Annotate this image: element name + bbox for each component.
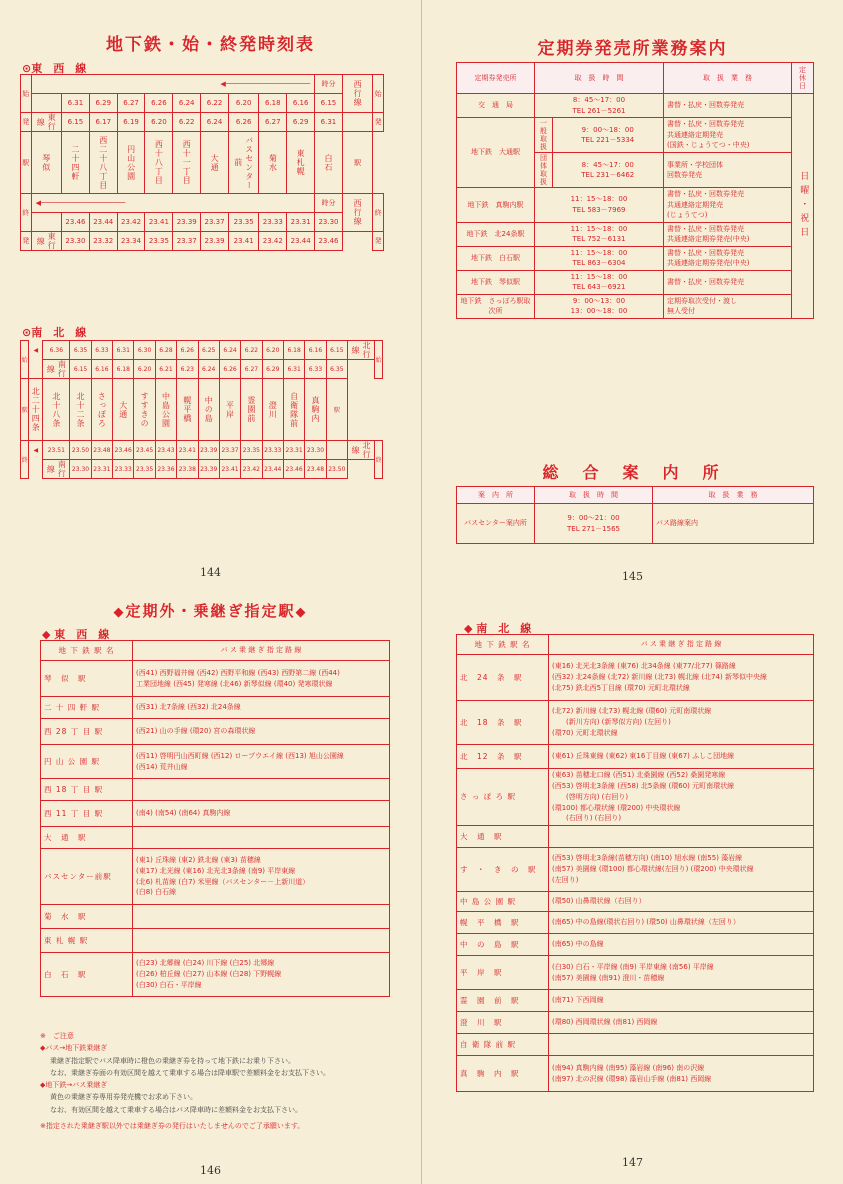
station-name: 大 通 駅	[41, 827, 133, 849]
time-cell: 23.39	[173, 213, 201, 232]
time-cell: 23.44	[262, 460, 283, 479]
station-name: 澄川	[262, 379, 283, 441]
station-name: 自 衛 隊 前 駅	[457, 1034, 549, 1056]
time-cell: 23.42	[259, 232, 287, 251]
last-label: 終	[21, 194, 32, 232]
time-cell: 23.34	[117, 232, 145, 251]
time-cell: 23.31	[287, 213, 315, 232]
nanboku-line-label: ⊙南 北 線	[22, 326, 87, 339]
page-144	[0, 0, 421, 592]
transfer-notes: ※ ご注意 ◆バス→地下鉄乗継ぎ 乗継ぎ指定駅でバス降車時に橙色の乗継ぎ券を持って地下鉄にお乗り下さい。 なお、乗継ぎ券面の有効区間を越えて乗車する場合は降車駅で差額料金をお支払下さい。 ◆地下鉄→バス乗継ぎ 黄色の乗継ぎ券専用券発売機でお求め下さい。 なお、有効区間を越えて乗車する場合はバス降車時に差額料金をお支払下さい。 ※指定された乗継ぎ駅以外では乗継ぎ券の発行はいたしませんのでご了承願います。	[40, 1032, 330, 1130]
station-name: 北 12 条 駅	[457, 745, 549, 769]
time-cell: 6.29	[89, 94, 117, 113]
station-name: 東札幌	[287, 132, 315, 194]
station-name: 二 十 四 軒 駅	[41, 697, 133, 719]
time-cell: 6.20	[228, 94, 258, 113]
time-cell: 23.36	[155, 460, 176, 479]
station-name: 西 11 丁 目 駅	[41, 801, 133, 827]
station-name: 真駒内	[305, 379, 326, 441]
east-label: 東行線	[31, 113, 61, 132]
time-cell: 6.28	[155, 341, 176, 360]
office-name: 地下鉄 北24条駅	[457, 222, 535, 246]
station-name: 霊園前	[241, 379, 262, 441]
time-cell: 23.30	[305, 441, 326, 460]
closed-header: 定休日	[792, 63, 814, 94]
station-name: 中 の 島 駅	[457, 934, 549, 956]
page-title: 定期券発売所業務案内	[537, 39, 728, 59]
page-146	[0, 592, 421, 1184]
station-name: 西 18 丁 目 駅	[41, 779, 133, 801]
time-cell: 23.35	[241, 441, 262, 460]
time-cell: 6.26	[177, 341, 198, 360]
time-cell: 6.35	[326, 360, 347, 379]
nanboku-transfer-table: 地 下 鉄 駅 名 バ ス 乗 継 ぎ 指 定 路 線 北 24 条 駅 (東16) 北光北3条線 (東76) 北34条線 (東77/北77) 篠路線 (西32) 北24条線 (北72) 新川線 (北73) 幌北線 (北74) 新琴似中央線 (北75) 鉄北西5丁目線 (環70) 元町北環状線 北 18 条 駅 (北72) 新川線 (北73) 幌北線 (環60) 元町南環状線 (新川方向) (新琴似方向) (左回り) (環70) 元町北環状線 北 12 条 駅 (東61) 丘珠東線 (東62) 東16丁目線 (東67) ふしこ団地線 さ っ ぽ ろ 駅 (東63) 苗穂北口線 (西51) 北桑園線 (西52) 桑園発寒線 (西53) 啓明北3条線 (西58) 北5条線 (環60) 元町南環状線 (啓明方向) (右回り) (環100) 都心環状線 (環200) 中央環状線 (右回り) (右回り) 大 通 駅 す ・ き の 駅 (西53) 啓明北3条線(苗穂方向) (南10) 旭水線 (南55) 藻岩線 (南57) 美園線 (環100) 都心環状線(左回り) (環200) 中央環状線 (左回り) 中 島 公 園 駅 (環50) 山鼻環状線（右回り） 幌 平 橋 駅 (南65) 中の島線(環状右回り) (環50) 山鼻環状線（左回り） 中 の 島 駅 (南65) 中の島線 平 岸 駅 (白30) 白石・平岸線 (南9) 平岸東線 (南56) 平岸線 (南57) 美園線 (南91) 澄川・苗穂線 霊 園 前 駅 (南71) 下西岡線 澄 川 駅 (環80) 西岡環状線 (南81) 西岡線 自 衛 隊 前 駅 真 駒 内 駅 (南94) 真駒内線 (南95) 藻岩線 (南96) 南の沢線 (南97) 北の沢線 (環98) 藻岩山手線 (南81) 西岡線	[456, 634, 814, 1092]
station-name: 円山公園	[117, 132, 145, 194]
time-cell: 23.44	[89, 213, 117, 232]
time-cell: 6.24	[173, 94, 201, 113]
station-name: 真 駒 内 駅	[457, 1056, 549, 1092]
station-name: 平 岸 駅	[457, 956, 549, 990]
time-cell: 6.22	[201, 94, 229, 113]
time-cell: 23.37	[219, 441, 240, 460]
time-cell: 23.35	[228, 213, 258, 232]
time-cell: 23.37	[201, 213, 229, 232]
station-name: すすきの	[134, 379, 155, 441]
station-name: 西 28 丁 目 駅	[41, 719, 133, 745]
station-name: 北二十四条	[29, 379, 43, 441]
time-cell: 6.27	[259, 113, 287, 132]
station-name: 北十二条	[70, 379, 91, 441]
page-number: 145	[622, 570, 643, 583]
time-cell: 23.39	[198, 460, 219, 479]
station-name: 北 24 条 駅	[457, 655, 549, 701]
station-name: 大通	[113, 379, 134, 441]
station-name: 琴似	[31, 132, 61, 194]
time-cell: 6.16	[305, 341, 326, 360]
office-name: 地下鉄 琴似駅	[457, 270, 535, 294]
office-name: 交 通 局	[457, 94, 535, 118]
page-number: 147	[622, 1156, 643, 1169]
time-cell: 23.46	[315, 232, 343, 251]
station-name: 琴 似 駅	[41, 661, 133, 697]
time-cell: 6.23	[177, 360, 198, 379]
time-cell: 6.26	[219, 360, 240, 379]
station-name: 中島公園	[155, 379, 176, 441]
time-cell: 6.31	[113, 341, 134, 360]
time-cell: 23.41	[228, 232, 258, 251]
office-name: 地下鉄 真駒内駅	[457, 188, 535, 223]
time-cell: 23.46	[113, 441, 134, 460]
time-cell: 6.15	[70, 360, 91, 379]
station-name: 菊水	[259, 132, 287, 194]
time-cell: 23.41	[145, 213, 173, 232]
tozai-transfer-table: 地 下 鉄 駅 名 バ ス 乗 継 ぎ 指 定 路 線 琴 似 駅 (西41) 西野福井線 (西42) 西野平和線 (西43) 西野第二線 (西44) 工業団地線 (西45) 発寒線 (北46) 新琴似線 (環40) 発寒環状線 二 十 四 軒 駅 (西31) 北7条線 (西32) 北24条線 西 28 丁 目 駅 (西21) 山の手線 (環20) 宮の森環状線 円 山 公 園 駅 (西11) 啓明円山西町線 (西12) ロープウエイ線 (西13) 旭山公園線 (西14) 荒井山線 西 18 丁 目 駅 西 11 丁 目 駅 (南4) (南54) (南64) 真駒内線 大 通 駅 バスセンター前駅 (東1) 丘珠線 (東2) 鉄北線 (東3) 苗穂線 (東17) 北光線 (東16) 北光北3条線 (南9) 平岸東線 (北6) 札苗線 (白7) 米里線（バスセンター－上新川道） (白8) 白石線 菊 水 駅 東 札 幌 駅 白 石 駅 (白23) 北郷線 (白24) 川下線 (白25) 北郷線 (白26) 柏丘線 (白27) 山本線 (白28) 下野幌線 (白30) 白石・平岸線	[40, 640, 390, 997]
station-name: 幌平橋	[177, 379, 198, 441]
time-cell: 23.35	[134, 460, 155, 479]
office-name: 地下鉄 白石駅	[457, 246, 535, 270]
time-cell: 6.18	[283, 341, 304, 360]
time-cell: 6.21	[155, 360, 176, 379]
time-cell: 23.45	[134, 441, 155, 460]
station-name: 白 石 駅	[41, 953, 133, 997]
time-cell: 6.31	[283, 360, 304, 379]
time-cell: 23.42	[117, 213, 145, 232]
time-cell: 6.22	[241, 341, 262, 360]
time-cell: 6.27	[241, 360, 262, 379]
time-cell: 23.33	[113, 460, 134, 479]
station-name: 澄 川 駅	[457, 1012, 549, 1034]
time-cell: 23.31	[283, 441, 304, 460]
time-cell: 23.41	[219, 460, 240, 479]
office-name: 地下鉄 大通駅	[457, 118, 535, 188]
time-cell: 23.41	[177, 441, 198, 460]
station-name: 自衛隊前	[283, 379, 304, 441]
time-cell: 23.33	[259, 213, 287, 232]
west-label: 西行線	[342, 75, 372, 113]
commuter-pass-office-table: 定期券発売所 取 扱 時 間 取 扱 業 務 定休日 交 通 局 8：45～17：00 TEL 261－5261 書替・払戻・回数券発売 日曜・祝日 地下鉄 大通駅 一般取扱 9：00～18：00 TEL 221－5334 書替・払戻・回数券発売 共通連絡定期発売 (国鉄・じょうてつ・中央) 団体取扱 8：45～17：00 TEL 231－6462 事業所・学校団体 回数券発売 地下鉄 真駒内駅 11：15～18：00 TEL 583－7969 書替・払戻・回数券発売 共通連絡定期発売 (じょうてつ) 地下鉄 北24条駅 11：15～18：00 TEL 752－6131 書替・払戻・回数券発売 共通連絡定期券発売(中央) 地下鉄 白石駅 11：15～18：00 TEL 863－6304 書替・払戻・回数券発売 共通連絡定期券発売(中央) 地下鉄 琴似駅 11：15～18：00 TEL 643－6921 書替・払戻・回数券発売 地下鉄 さっぽろ駅取次所 9：00～13：00 13：00～18：00 定期券取次受付・渡し 無人受付	[456, 62, 814, 319]
time-cell: 6.31	[62, 94, 90, 113]
time-cell: 6.20	[145, 113, 173, 132]
station-name: 霊 園 前 駅	[457, 990, 549, 1012]
time-cell: 6.18	[113, 360, 134, 379]
time-cell: 23.50	[326, 460, 347, 479]
time-cell: 6.20	[262, 341, 283, 360]
south-label: 南行線	[43, 360, 70, 379]
nanboku-timetable: 始 ◀ 6.36 6.35 6.33 6.31 6.30 6.28 6.26 6.25 6.24 6.22 6.20 6.18 6.16 6.15 北行線 始 南行線 6.15 6.16 6.18 6.20 6.21 6.23 6.24 6.26 6.27 6.29 6.31 6.33 6.35 駅 北二十四条 北十八条 北十二条 さっぽろ 大通 すすきの 中島公園 幌平橋 中の島 平岸 霊園前 澄川 自衛隊前 真駒内 駅 終 ◀ 23.51 23.50 23.48 23.46 23.45 23.43 23.41 23.39 23.37 23.35 23.33 23.31 23.30 北行線 終 南行線 23.30 23.31 23.33 23.35 23.36 23.38 23.39 23.41 23.42 23.44 23.46 23.48 23.50	[21, 341, 382, 478]
station-name: 北十八条	[43, 379, 70, 441]
station-name: 西十一丁目	[173, 132, 201, 194]
time-cell: 23.46	[62, 213, 90, 232]
time-cell: 23.30	[70, 460, 91, 479]
page-145	[422, 0, 843, 592]
nanboku-line-label: ◆ 南 北 線	[464, 622, 532, 635]
time-cell: 6.33	[91, 341, 112, 360]
office-name: 地下鉄 さっぽろ駅取次所	[457, 294, 535, 318]
time-cell: 6.24	[201, 113, 229, 132]
time-cell: 6.35	[70, 341, 91, 360]
station-name: 東 札 幌 駅	[41, 929, 133, 953]
first-label: 始	[21, 75, 32, 113]
time-cell: 23.39	[201, 232, 229, 251]
station-name: 大通	[201, 132, 229, 194]
time-cell: 6.36	[43, 341, 70, 360]
time-cell: 23.33	[262, 441, 283, 460]
time-cell: 6.33	[305, 360, 326, 379]
station-name: さっぽろ	[91, 379, 112, 441]
time-cell: 6.17	[89, 113, 117, 132]
time-cell: 6.22	[173, 113, 201, 132]
time-cell: 23.30	[315, 213, 343, 232]
tozai-line-label: ◆ 東 西 線	[42, 628, 110, 641]
page-number: 146	[200, 1164, 221, 1177]
time-cell: 23.38	[177, 460, 198, 479]
time-label: 時分	[315, 75, 343, 94]
time-cell: 6.15	[62, 113, 90, 132]
station-name: 北 18 条 駅	[457, 701, 549, 745]
station-name: 平岸	[219, 379, 240, 441]
closed-days: 日曜・祝日	[792, 94, 814, 319]
time-cell: 6.15	[315, 94, 343, 113]
time-cell: 6.24	[198, 360, 219, 379]
station-name: 白石	[315, 132, 343, 194]
time-cell: 23.42	[241, 460, 262, 479]
time-cell: 6.27	[117, 94, 145, 113]
tozai-timetable: 始 ◀──────────────────── 時分 西行線 始 6.31 6.29 6.27 6.26 6.24 6.22 6.20 6.18 6.16 6.15 発 東行線 6.15 6.17 6.19 6.20 6.22 6.24 6.26 6.27 6.29 6.31 発 駅 琴似 二十四軒 西二十八丁目 円山公園 西十八丁目 西十一丁目 大通 バスセンター前 菊水 東札幌 白石 駅 終 ◀──────────────────── 時分 西行線 終 23.46 23.44 23.42 23.41 23.39 23.37 23.35 23.33 23.31 23.30 発 東行線 23.30 23.32 23.34 23.35 23.37 23.39 23.41 23.42 23.44 23.46 発	[20, 74, 384, 251]
time-cell: 23.37	[173, 232, 201, 251]
station-name: 二十四軒	[62, 132, 90, 194]
station-name: さ っ ぽ ろ 駅	[457, 769, 549, 826]
time-cell: 23.51	[43, 441, 70, 460]
info-center-table: 案 内 所 取 扱 時 間 取 扱 業 務 バスセンター案内所 9：00～21：00 TEL 271－1565 バス路線案内	[456, 486, 814, 544]
time-cell: 23.43	[155, 441, 176, 460]
station-name: バスセンター前	[228, 132, 258, 194]
page-number: 144	[200, 566, 221, 579]
time-cell: 6.24	[219, 341, 240, 360]
time-cell: 6.20	[134, 360, 155, 379]
time-cell: 6.18	[259, 94, 287, 113]
station-name: 大 通 駅	[457, 826, 549, 848]
time-cell: 6.16	[287, 94, 315, 113]
time-cell: 23.44	[287, 232, 315, 251]
time-cell: 23.39	[198, 441, 219, 460]
station-name: 西二十八丁目	[89, 132, 117, 194]
time-cell: 23.31	[91, 460, 112, 479]
time-cell: 6.30	[134, 341, 155, 360]
station-name: 菊 水 駅	[41, 905, 133, 929]
time-cell: 6.26	[145, 94, 173, 113]
station-name: 中の島	[198, 379, 219, 441]
page-147	[422, 592, 843, 1184]
time-cell: 23.50	[70, 441, 91, 460]
office-name: バスセンター案内所	[457, 504, 535, 544]
page-title: 地下鉄・始・終発時刻表	[106, 35, 315, 55]
page-title: ◆定期外・乗継ぎ指定駅◆	[113, 602, 308, 620]
time-cell: 6.25	[198, 341, 219, 360]
time-cell: 6.29	[262, 360, 283, 379]
station-name: 中 島 公 園 駅	[457, 892, 549, 912]
station-name: バスセンター前駅	[41, 849, 133, 905]
time-cell: 23.32	[89, 232, 117, 251]
info-center-title: 総 合 案 内 所	[542, 463, 723, 482]
time-cell: 23.48	[305, 460, 326, 479]
station-name: す ・ き の 駅	[457, 848, 549, 892]
time-cell: 6.31	[315, 113, 343, 132]
station-name: 円 山 公 園 駅	[41, 745, 133, 779]
time-cell: 23.35	[145, 232, 173, 251]
time-cell: 23.30	[62, 232, 90, 251]
time-cell: 6.15	[326, 341, 347, 360]
time-cell: 23.46	[283, 460, 304, 479]
station-name: 幌 平 橋 駅	[457, 912, 549, 934]
tozai-line-label: ⊙東 西 線	[22, 62, 87, 75]
time-cell: 23.48	[91, 441, 112, 460]
time-cell: 6.26	[228, 113, 258, 132]
station-name: 西十八丁目	[145, 132, 173, 194]
time-cell: 6.16	[91, 360, 112, 379]
north-label: 北行線	[348, 341, 375, 360]
time-cell: 6.29	[287, 113, 315, 132]
time-cell: 6.19	[117, 113, 145, 132]
